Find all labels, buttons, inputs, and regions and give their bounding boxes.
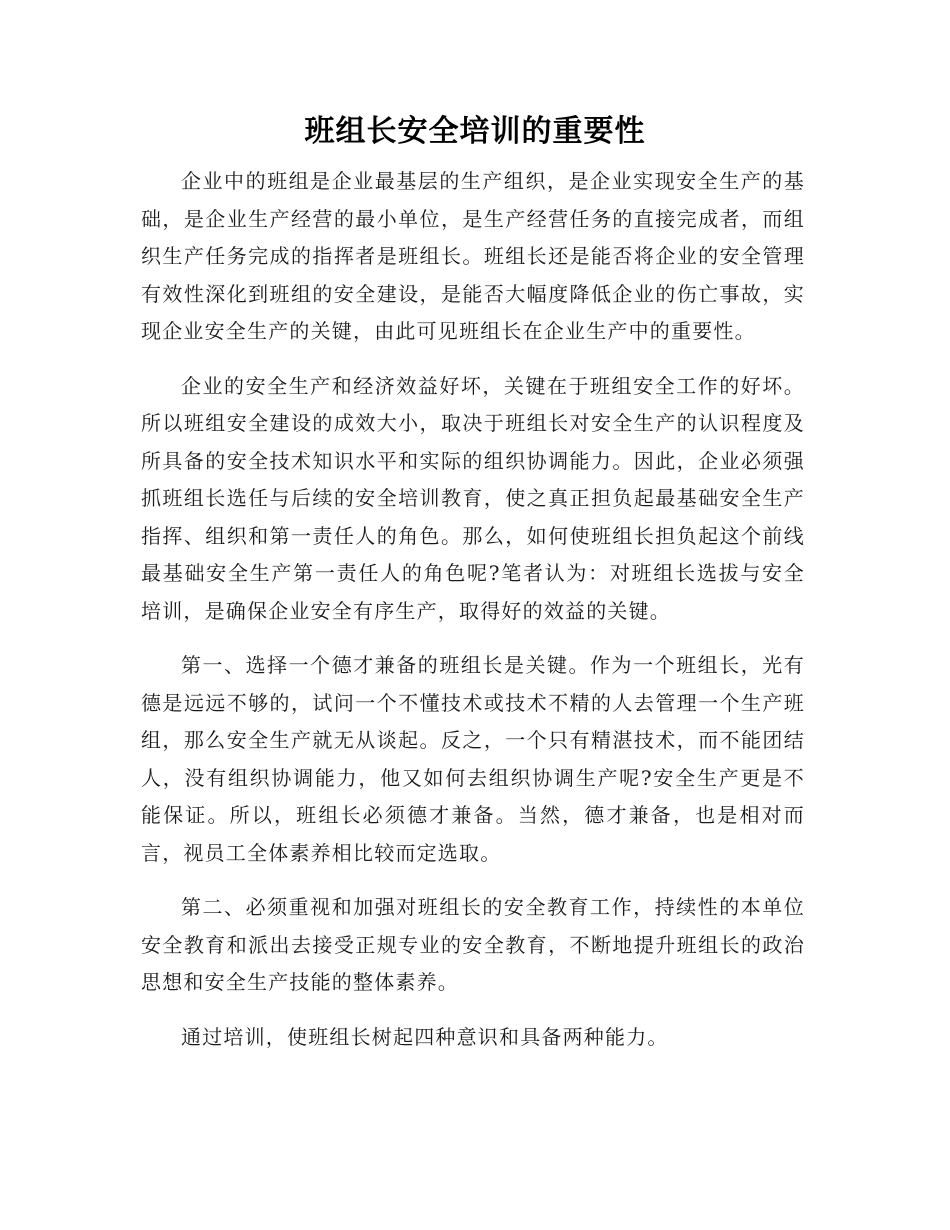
paragraph: 企业的安全生产和经济效益好坏，关键在于班组安全工作的好坏。所以班组安全建设的成效大小，取决于班组长对安全生产的认识程度及所具备的安全技术知识水平和实际的组织协调能力。因此，企业必须强抓班组长选任与后续的安全培训教育，使之真正担负起最基础安全生产指挥、组织和第一责任人的角色。那么，如何使班组长担负起这个前线最基础安全生产第一责任人的角色呢?笔者认为：对班组长选拔与安全培训，是确保企业安全有序生产，取得好的效益的关键。 — [141, 373, 805, 623]
document-body — [141, 163, 805, 1073]
paragraph: 第一、选择一个德才兼备的班组长是关键。作为一个班组长，光有德是远远不够的，试问一个不懂技术或技术不精的人去管理一个生产班组，那么安全生产就无从谈起。反之，一个只有精湛技术，而不能团结人，没有组织协调能力，他又如何去组织协调生产呢?安全生产更是不能保证。所以，班组长必须德才兼备。当然，德才兼备，也是相对而言，视员工全体素养相比较而定选取。 — [141, 653, 805, 865]
paragraph: 通过培训，使班组长树起四种意识和具备两种能力。 — [181, 1024, 669, 1049]
paragraph: 第二、必须重视和加强对班组长的安全教育工作，持续性的本单位安全教育和派出去接受正规专业的安全教育，不断地提升班组长的政治思想和安全生产技能的整体素养。 — [141, 895, 805, 994]
document-title: 班组长安全培训的重要性 — [304, 114, 646, 149]
paragraph: 企业中的班组是企业最基层的生产组织，是企业实现安全生产的基础，是企业生产经营的最小单位，是生产经营任务的直接完成者，而组织生产任务完成的指挥者是班组长。班组长还是能否将企业的安全管理有效性深化到班组的安全建设，是能否大幅度降低企业的伤亡事故，实现企业安全生产的关键，由此可见班组长在企业生产中的重要性。 — [141, 169, 805, 343]
